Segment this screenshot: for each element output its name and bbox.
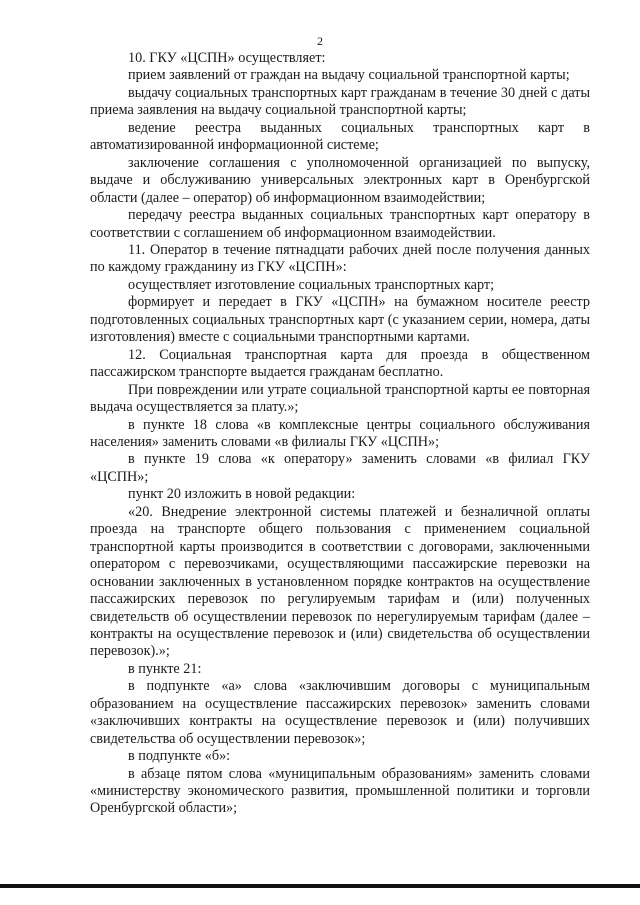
paragraph: прием заявлений от граждан на выдачу социальной транспортной карты; <box>128 67 570 84</box>
paragraph: формирует и передает в ГКУ «ЦСПН» на бумажном носителе реестр подготовленных социальных транспортных карт (с указанием серии, номера, даты изготовления) вместе с социальными транспортными картами. <box>90 294 590 346</box>
paragraph: в пункте 18 слова «в комплексные центры социального обслуживания населения» заменить словами «в филиалы ГКУ «ЦСПН»; <box>90 416 590 450</box>
paragraph: заключение соглашения с уполномоченной организацией по выпуску, выдаче и обслуживанию универсальных электронных карт в Оренбургской области (далее – оператор) об информационном взаимодействии; <box>90 154 590 206</box>
paragraph: в подпункте «б»: <box>128 748 231 765</box>
paragraph: передачу реестра выданных социальных транспортных карт оператору в соответствии с соглашением об информационном взаимодействии. <box>90 207 590 241</box>
paragraph: 11. Оператор в течение пятнадцати рабочих дней после получения данных по каждому гражданину из ГКУ «ЦСПН»: <box>90 241 590 276</box>
page-number: 2 <box>317 34 323 48</box>
paragraph: ведение реестра выданных социальных транспортных карт в автоматизированной информационной системе; <box>90 119 590 154</box>
bottom-rule <box>0 884 640 888</box>
paragraph: в абзаце пятом слова «муниципальным образованиям» заменить словами «министерству экономического развития, промышленной политики и торговли Оренбургской области»; <box>90 765 590 817</box>
paragraph: «20. Внедрение электронной системы платежей и безналичной оплаты проезда на транспорте общего пользования с применением социальной транспортной карты производится в соответствии с договорами, заключенными оператором с перевозчиками, осуществляющими пассажирские перевозки на основании заключенных в установленном порядке контрактов на осуществление пассажирских перевозок по регулируемым тарифам и (или) полученных свидетельств об осуществлении перевозок по нерегулируемым тарифам (далее – контракты на осуществление перевозок и (или) свидетельства об осуществлении перевозок).»; <box>90 503 590 660</box>
paragraph: в пункте 21: <box>128 660 202 677</box>
paragraph: 12. Социальная транспортная карта для проезда в общественном пассажирском транспорте выдается гражданам бесплатно. <box>90 346 590 381</box>
paragraph: в пункте 19 слова «к оператору» заменить словами «в филиал ГКУ «ЦСПН»; <box>90 451 590 485</box>
paragraph: При повреждении или утрате социальной транспортной карты ее повторная выдача осуществляется за плату.»; <box>90 381 590 416</box>
paragraph: осуществляет изготовление социальных транспортных карт; <box>128 276 495 293</box>
paragraph: выдачу социальных транспортных карт гражданам в течение 30 дней с даты приема заявления на выдачу социальной транспортной карты; <box>90 84 590 119</box>
paragraph: в подпункте «а» слова «заключившим договоры с муниципальным образованием на осуществление пассажирских перевозок» заменить словами «заключивших контракты на осуществление перевозок и (или) получивших свидетельства об осуществлении перевозок»; <box>90 678 590 747</box>
paragraph: 10. ГКУ «ЦСПН» осуществляет: <box>128 50 326 66</box>
document-body <box>90 50 590 818</box>
paragraph: пункт 20 изложить в новой редакции: <box>128 486 356 503</box>
